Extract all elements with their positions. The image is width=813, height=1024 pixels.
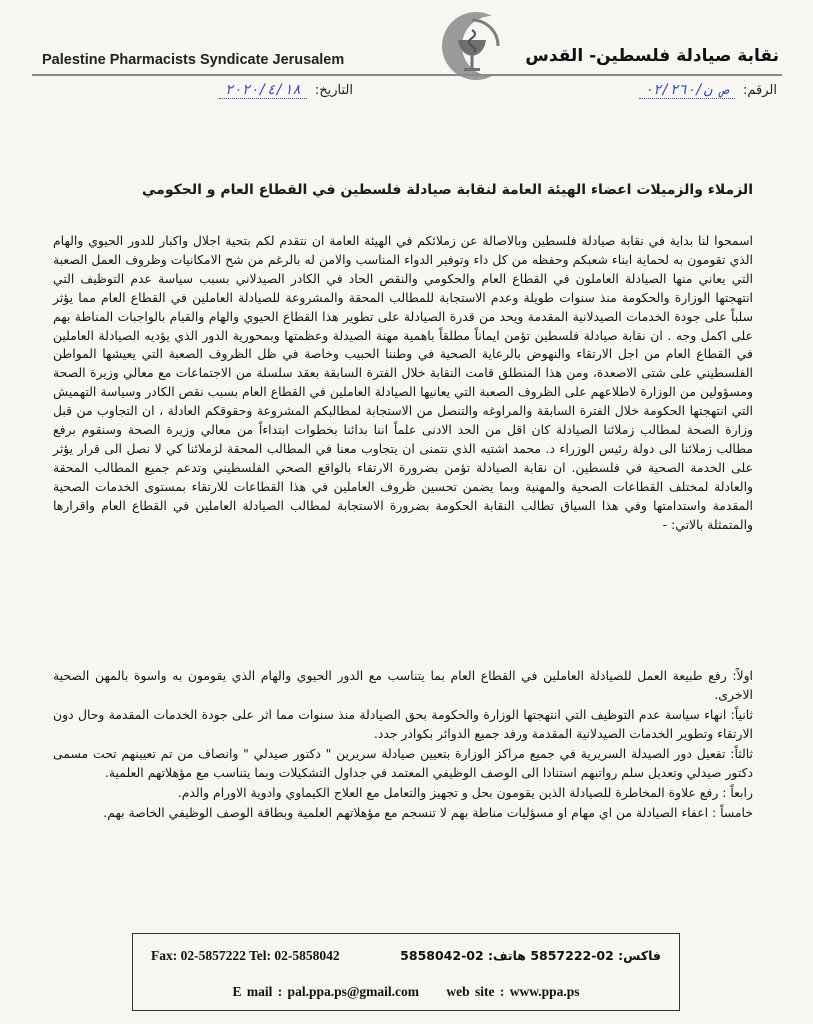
phone-fax-row <box>133 948 679 964</box>
list-item: ثالثاً: تفعيل دور الصيدلة السريرية في جميع مراكز الوزارة بتعيين صيادلة سريرين " دكتور صيدلي " وانصاف من تم تعيينهم تحت مسمى دكتور صيدلي وتعديل سلم رواتبهم استنادا الى الوصف الوظيفي المعتمد في جداول التشكيلات وبما يتناسب مع مؤهلاتهم العلمية. <box>53 746 753 780</box>
date-label: التاريخ: <box>314 83 353 98</box>
email-address: E mail : pal.ppa.ps@gmail.com <box>232 984 420 999</box>
letter-body: اسمحوا لنا بداية في نقابة صيادلة فلسطين وبالاصالة عن زملائكم في الهيئة العامة ان نتقدم لكم بتحية اجلال واكبار للدور الحيوي والهام الذي تقومون به لحماية ابناء شعبكم وحفظه من كل داء وتوفير الدواء المناسب والامن له بالرغم من شح الامكانيات وظروف العمل الصعبة التي يعاني منها الصيادلة العاملون في القطاع العام والحكومي والنقص الحاد في الكادر الصيدلاني بسبب سياسة عدم التوظيف التي انتهجتها الوزارة والحكومة منذ سنوات طويلة وعدم الاستجابة للمطالب المحقة والمشروعة للصيادلة العاملين في القطاع العام مما يؤثر سلباً على جودة الخدمات الصيدلانية المقدمة ويحد من قدرة الصيادلة على تطوير هذا القطاع الحيوي والهام والقيام بالواجبات المناطة بهم على اكمل وجه . ان نقابة صيادلة فلسطين تؤمن ايماناً مطلقاً باهمية مهنة الصيدلة وعظمتها وبمحورية الدور الذي يؤديه الصيادلة العاملين في القطاع العام من اجل الارتقاء والنهوض بالرعاية الصحية في وطننا الحبيب وخاصة في ظل الظروف الصعبة التي يعيشها المواطن الفلسطيني على شتى الاصعدة، ومن هذا المنطلق قامت النقابة خلال الفترة السابقة بعقد سلسلة من الاجتماعات مع معالي وزيرة الصحة ومسؤولين من الوزارة لاطلاعهم على الظروف الصعبة التي يعانيها الصيادلة العاملين في القطاع العام بسبب نقص الكادر وسياسة التهميش التي انتهجتها الحكومة خلال الفترة السابقة والمراوغه والتنصل من الاستجابة لمطالبكم المشروعة وحقوقكم العادلة ، ان التجاوب من قبل وزارة الصحة لمطالب زملائنا الصيادلة كان اقل من الحد الادنى علماً اننا بدائنا بخطوات ابتداءاً من معالي وزيرة الصحة وسنقوم برفع مطالب زملائنا الى دولة رئيس الوزراء د. محمد اشتيه الذي نتمنى ان يتجاوب معنا في المطالب المحقة لزملائنا كي لا نصل الى قرار يؤثر على الخدمة الصحية في فلسطين. ان نقابة الصيادلة تؤمن بضرورة الارتقاء بالواقع الصحي الفلسطيني وتدعم جميع المطالب المحقة والعادلة لمختلف القطاعات الصحية والمهنية وبما يضمن تحسين ظروف العاملين في هذا القطاعات للارتقاء بمستوى الخدمات الصحية المقدمة واستدامتها وفي هذا السياق تطالب النقابة الحكومة بضرورة الاستجابة لمطالب الصيادلة العاملين في القطاع العام واقرارها والمتمثلة بالاتي: - <box>53 233 753 532</box>
organization-name-ar: نقابة صيادلة فلسطين- القدس <box>525 46 779 66</box>
date-value: ٢٠٢٠/٤/١٨ <box>219 82 307 99</box>
reference-value: ص ن/٠٢/٢٦٠ <box>639 82 735 99</box>
reference-number <box>537 82 777 112</box>
letter-date <box>113 82 353 112</box>
demands-list <box>53 666 753 823</box>
list-item: رابعاً : رفع علاوة المخاطرة للصيادلة الذين يقومون بحل و تجهيز والتعامل مع العلاج الكيماوي وادوية الاورام والدم. <box>177 785 753 800</box>
list-item: اولاً: رفع طبيعة العمل للصيادلة العاملين في القطاع العام بما يتناسب مع الدور الحيوي والهام الذي يقومون به واسوة بالمهن الصحية الاخرى. <box>53 668 753 702</box>
header-divider <box>32 74 782 76</box>
list-item: ثانياً: انهاء سياسة عدم التوظيف التي انتهجتها الوزارة والحكومة بحق الصيادلة منذ سنوات مما اثر على جودة الخدمات المقدمة وحال دون الارتقاء وتطوير الخدمات الصيدلانية المقدمة ورفد جميع الدوائر بكوادر جدد. <box>53 707 753 741</box>
letter-salutation: الزملاء والزميلات اعضاء الهيئة العامة لنقابة صيادلة فلسطين في القطاع العام و الحكومي <box>142 182 753 198</box>
fax-tel-ar: فاكس: 02-5857222 هاتف: 02-5858042 <box>400 948 661 963</box>
organization-name-en: Palestine Pharmacists Syndicate Jerusalem <box>42 52 345 68</box>
contact-footer <box>132 933 680 1011</box>
email-website-row <box>133 984 679 1000</box>
fax-tel-en: Fax: 02-5857222 Tel: 02-5858042 <box>151 948 340 963</box>
list-item: خامساً : اعفاء الصيادلة من اي مهام او مسؤليات مناطة بهم لا تنسجم مع مؤهلاتهم العلمية وبطاقة الوصف الوظيفي الخاصة بهم. <box>103 805 753 820</box>
reference-label: الرقم: <box>743 83 777 98</box>
website-address: web site : www.ppa.ps <box>446 984 580 999</box>
